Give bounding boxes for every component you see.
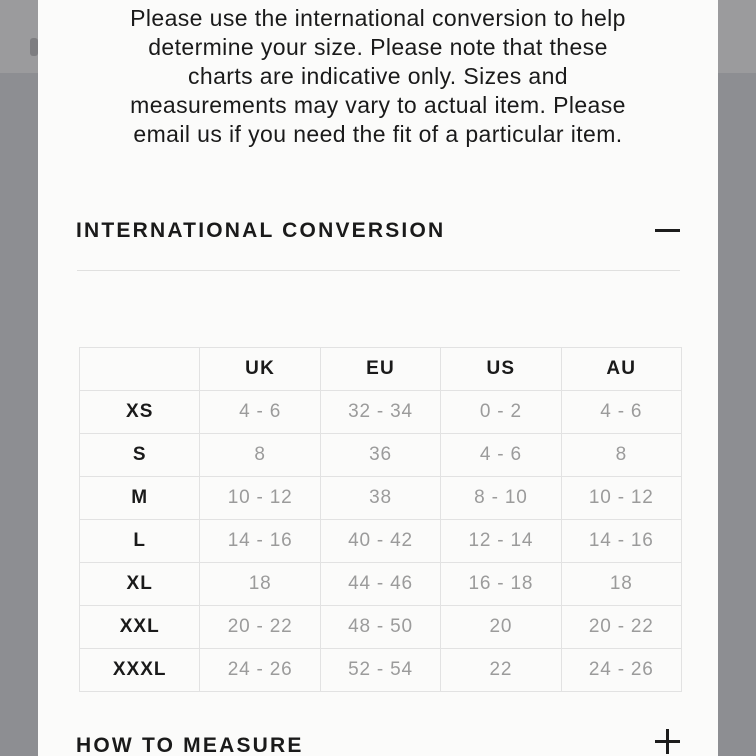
size-value-us: 22 <box>441 649 561 692</box>
col-header-blank <box>80 348 200 391</box>
size-value-eu: 36 <box>320 434 440 477</box>
size-label: XXL <box>80 606 200 649</box>
size-value-us: 0 - 2 <box>441 391 561 434</box>
accordion-how-to-measure[interactable] <box>38 734 718 756</box>
size-value-us: 16 - 18 <box>441 563 561 606</box>
size-value-au: 4 - 6 <box>561 391 681 434</box>
intro-line: measurements may vary to actual item. Please <box>130 92 626 118</box>
size-guide-intro-text <box>38 0 718 149</box>
size-value-us: 12 - 14 <box>441 520 561 563</box>
size-value-uk: 4 - 6 <box>200 391 320 434</box>
intro-line: charts are indicative only. Sizes and <box>187 63 568 89</box>
col-header-uk: UK <box>200 348 320 391</box>
size-value-eu: 44 - 46 <box>320 563 440 606</box>
section-title-international-conversion: INTERNATIONAL CONVERSION <box>76 218 446 242</box>
size-value-au: 8 <box>561 434 681 477</box>
size-value-uk: 8 <box>200 434 320 477</box>
size-value-uk: 18 <box>200 563 320 606</box>
table-row-xxxl <box>80 649 682 692</box>
size-value-eu: 48 - 50 <box>320 606 440 649</box>
size-label: XS <box>80 391 200 434</box>
accordion-international-conversion[interactable] <box>38 218 718 243</box>
size-label: M <box>80 477 200 520</box>
size-value-eu: 52 - 54 <box>320 649 440 692</box>
intro-line: determine your size. Please note that these <box>148 34 608 60</box>
intro-line: Please use the international conversion to help <box>130 5 626 31</box>
table-row-l <box>80 520 682 563</box>
table-header-row <box>80 348 682 391</box>
size-value-au: 20 - 22 <box>561 606 681 649</box>
size-value-eu: 38 <box>320 477 440 520</box>
col-header-au: AU <box>561 348 681 391</box>
col-header-eu: EU <box>320 348 440 391</box>
size-value-au: 10 - 12 <box>561 477 681 520</box>
size-label: L <box>80 520 200 563</box>
size-label: XXXL <box>80 649 200 692</box>
minus-icon[interactable] <box>655 218 680 243</box>
table-row-m <box>80 477 682 520</box>
col-header-us: US <box>441 348 561 391</box>
section-divider <box>77 270 680 271</box>
table-row-xl <box>80 563 682 606</box>
table-row-xs <box>80 391 682 434</box>
size-value-us: 4 - 6 <box>441 434 561 477</box>
international-conversion-table <box>79 347 682 692</box>
size-value-uk: 24 - 26 <box>200 649 320 692</box>
size-value-uk: 14 - 16 <box>200 520 320 563</box>
size-value-uk: 10 - 12 <box>200 477 320 520</box>
size-label: XL <box>80 563 200 606</box>
size-value-us: 8 - 10 <box>441 477 561 520</box>
size-guide-modal <box>38 0 718 756</box>
size-value-eu: 40 - 42 <box>320 520 440 563</box>
size-value-au: 24 - 26 <box>561 649 681 692</box>
size-value-au: 18 <box>561 563 681 606</box>
plus-icon[interactable] <box>655 729 680 754</box>
size-value-eu: 32 - 34 <box>320 391 440 434</box>
size-label: S <box>80 434 200 477</box>
size-value-uk: 20 - 22 <box>200 606 320 649</box>
table-row-s <box>80 434 682 477</box>
size-value-au: 14 - 16 <box>561 520 681 563</box>
background-artifact <box>30 38 38 56</box>
size-value-us: 20 <box>441 606 561 649</box>
table-row-xxl <box>80 606 682 649</box>
intro-line: email us if you need the fit of a particular item. <box>133 121 623 147</box>
section-title-how-to-measure: HOW TO MEASURE <box>76 734 304 756</box>
